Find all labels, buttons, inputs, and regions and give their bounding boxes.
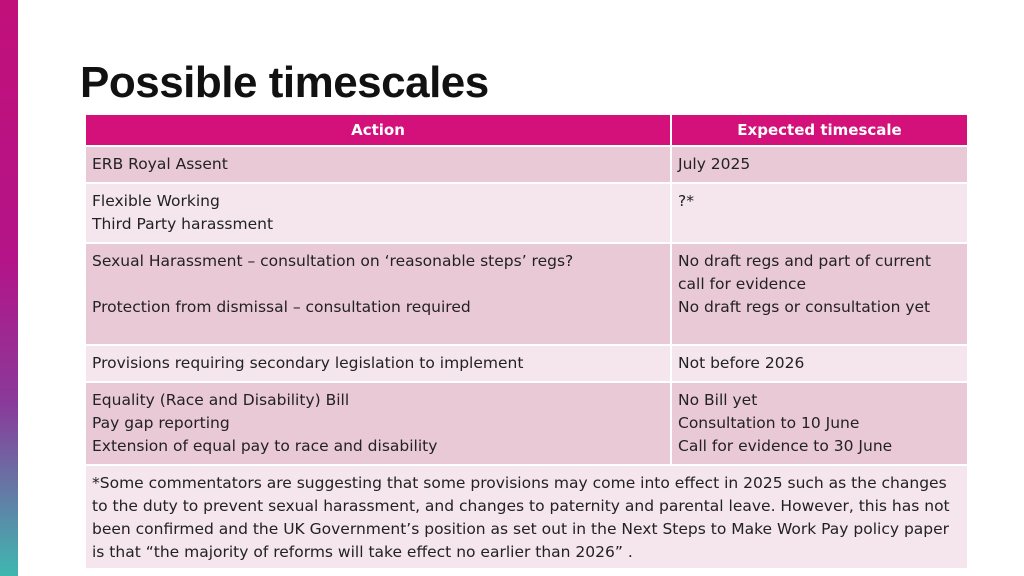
timescale-cell	[671, 345, 968, 382]
cell-line: Sexual Harassment – consultation on ‘reasonable steps’ regs?	[92, 252, 574, 270]
timescale-cell	[671, 243, 968, 345]
cell-line: Third Party harassment	[92, 215, 274, 233]
header-expected-timescale: Expected timescale	[671, 114, 968, 146]
cell-line: Pay gap reporting	[92, 414, 230, 432]
cell-line: No draft regs and part of current	[678, 252, 931, 270]
action-cell	[85, 345, 671, 382]
table-header-row	[85, 114, 968, 146]
cell-line: ?*	[678, 192, 694, 210]
decorative-side-bar	[0, 0, 18, 576]
cell-line: Extension of equal pay to race and disability	[92, 437, 438, 455]
action-cell	[85, 146, 671, 183]
table-row	[85, 345, 968, 382]
cell-line: call for evidence	[678, 275, 807, 293]
action-cell	[85, 183, 671, 243]
cell-line: No draft regs or consultation yet	[678, 298, 931, 316]
table-row	[85, 146, 968, 183]
cell-spacer	[92, 273, 664, 296]
timescale-cell	[671, 183, 968, 243]
timescale-cell	[671, 146, 968, 183]
cell-line: Protection from dismissal – consultation required	[92, 298, 471, 316]
table-row	[85, 382, 968, 465]
action-cell	[85, 243, 671, 345]
cell-line: Provisions requiring secondary legislation to implement	[92, 354, 524, 372]
cell-line: No Bill yet	[678, 391, 758, 409]
cell-line: Not before 2026	[678, 354, 805, 372]
cell-line: Consultation to 10 June	[678, 414, 860, 432]
cell-line: Equality (Race and Disability) Bill	[92, 391, 350, 409]
timescale-cell	[671, 382, 968, 465]
timescales-table	[84, 113, 969, 570]
table-row	[85, 243, 968, 345]
action-cell	[85, 382, 671, 465]
header-action: Action	[85, 114, 671, 146]
table-row	[85, 183, 968, 243]
cell-line: ERB Royal Assent	[92, 155, 228, 173]
cell-line: Call for evidence to 30 June	[678, 437, 893, 455]
slide-title: Possible timescales	[80, 58, 489, 107]
table-note-row	[85, 465, 968, 569]
cell-line: July 2025	[678, 155, 751, 173]
footnote: *Some commentators are suggesting that some provisions may come into effect in 2025 such as the changes to the duty to prevent sexual harassment, and changes to paternity and parental leave. However, this has not been confirmed and the UK Government’s position as set out in the Next Steps to Make Work Pay policy paper is that “the majority of reforms will take effect no earlier than 2026” .	[85, 465, 968, 569]
cell-line: Flexible Working	[92, 192, 220, 210]
